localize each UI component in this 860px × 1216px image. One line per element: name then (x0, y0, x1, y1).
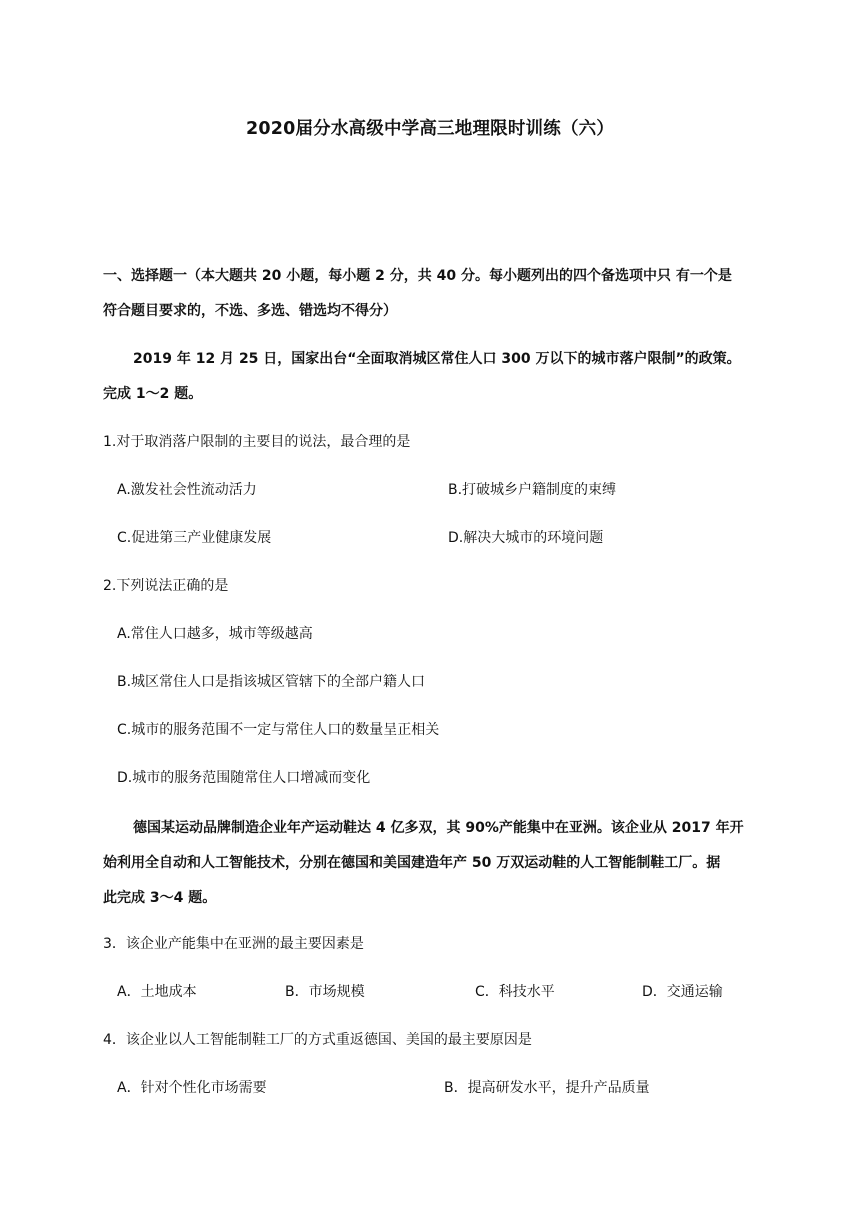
passage-2-line-1: 德国某运动品牌制造企业年产运动鞋达 4 亿多双，其 90%产能集中在亚洲。该企业从 2017 年开 (133, 820, 744, 836)
question-3-option-a[interactable]: A．土地成本 (117, 984, 197, 1000)
question-3-option-c[interactable]: C．科技水平 (475, 984, 555, 1000)
question-3-option-d[interactable]: D．交通运输 (642, 984, 723, 1000)
question-1-option-a[interactable]: A.激发社会性流动活力 (117, 482, 257, 498)
page-title: 2020届分水高级中学高三地理限时训练（六） (245, 119, 615, 139)
passage-2-line-3: 此完成 3～4 题。 (103, 890, 217, 906)
question-4-option-a[interactable]: A．针对个性化市场需要 (117, 1080, 267, 1096)
question-2-option-d[interactable]: D.城市的服务范围随常住人口增减而变化 (117, 770, 371, 786)
question-1-option-d[interactable]: D.解决大城市的环境问题 (448, 530, 604, 546)
section-header-line-2: 符合题目要求的，不选、多选、错选均不得分） (103, 303, 397, 319)
question-2-option-a[interactable]: A.常住人口越多，城市等级越高 (117, 626, 313, 642)
passage-2-line-2: 始利用全自动和人工智能技术，分别在德国和美国建造年产 50 万双运动鞋的人工智能制鞋工厂。据 (103, 855, 721, 871)
question-4-option-b[interactable]: B．提高研发水平，提升产品质量 (444, 1080, 650, 1096)
section-header-line-1: 一、选择题一（本大题共 20 小题，每小题 2 分，共 40 分。每小题列出的四个备选项中只 有一个是 (103, 268, 732, 284)
question-1-option-c[interactable]: C.促进第三产业健康发展 (117, 530, 272, 546)
question-3-option-b[interactable]: B．市场规模 (285, 984, 365, 1000)
question-3-stem: 3．该企业产能集中在亚洲的最主要因素是 (103, 936, 364, 952)
passage-1-line-2: 完成 1～2 题。 (103, 386, 203, 402)
question-2-stem: 2.下列说法正确的是 (103, 578, 229, 594)
question-2-option-b[interactable]: B.城区常住人口是指该城区管辖下的全部户籍人口 (117, 674, 426, 690)
question-4-stem: 4．该企业以人工智能制鞋工厂的方式重返德国、美国的最主要原因是 (103, 1032, 532, 1048)
passage-1-line-1: 2019 年 12 月 25 日，国家出台“全面取消城区常住人口 300 万以下的城市落户限制”的政策。 (133, 351, 741, 367)
question-2-option-c[interactable]: C.城市的服务范围不一定与常住人口的数量呈正相关 (117, 722, 440, 738)
question-1-option-b[interactable]: B.打破城乡户籍制度的束缚 (448, 482, 617, 498)
question-1-stem: 1.对于取消落户限制的主要目的说法，最合理的是 (103, 434, 411, 450)
